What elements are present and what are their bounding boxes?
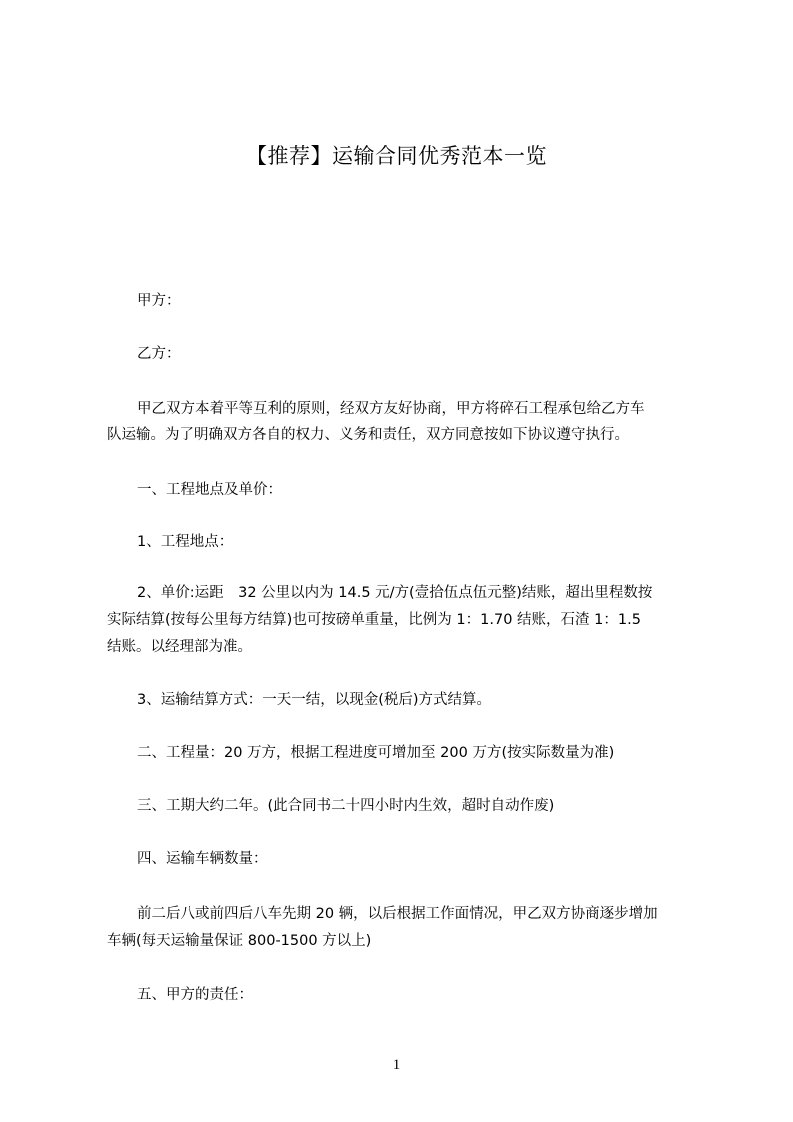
section-3-duration: 三、工期大约二年。(此合同书二十四小时内生效，超时自动作废) xyxy=(137,798,555,814)
item-2-price-line-2: 实际结算(按每公里每方结算)也可按磅单重量，比例为 1：1.70 结账，石渣 1：1.5 xyxy=(107,612,641,628)
item-2-price-line-3: 结账。以经理部为准。 xyxy=(107,639,252,655)
section-5-heading: 五、甲方的责任： xyxy=(137,987,253,1003)
item-1-location: 1、工程地点： xyxy=(137,534,234,550)
party-b-label: 乙方： xyxy=(137,346,181,362)
vehicles-paragraph-line-1: 前二后八或前四后八车先期 20 辆，以后根据工作面情况，甲乙双方协商逐步增加 xyxy=(137,906,658,922)
section-4-heading: 四、运输车辆数量： xyxy=(137,851,268,867)
section-2-quantity: 二、工程量：20 万方，根据工程进度可增加至 200 万方(按实际数量为准) xyxy=(137,745,615,761)
section-1-heading: 一、工程地点及单价： xyxy=(137,482,282,498)
intro-paragraph-line-1: 甲乙双方本着平等互利的原则，经双方友好协商，甲方将碎石工程承包给乙方车 xyxy=(137,401,645,417)
item-3-settlement: 3、运输结算方式：一天一结，以现金(税后)方式结算。 xyxy=(137,692,492,708)
intro-paragraph-line-2: 队运输。为了明确双方各自的权力、义务和责任，双方同意按如下协议遵守执行。 xyxy=(107,427,629,443)
page-number: 1 xyxy=(392,1057,401,1073)
document-title: 【推荐】运输合同优秀范本一览 xyxy=(246,144,547,168)
party-a-label: 甲方： xyxy=(137,293,181,309)
vehicles-paragraph-line-2: 车辆(每天运输量保证 800-1500 方以上) xyxy=(107,933,372,949)
item-2-price-line-1: 2、单价:运距 32 公里以内为 14.5 元/方(壹拾伍点伍元整)结账，超出里程数按 xyxy=(137,585,653,601)
